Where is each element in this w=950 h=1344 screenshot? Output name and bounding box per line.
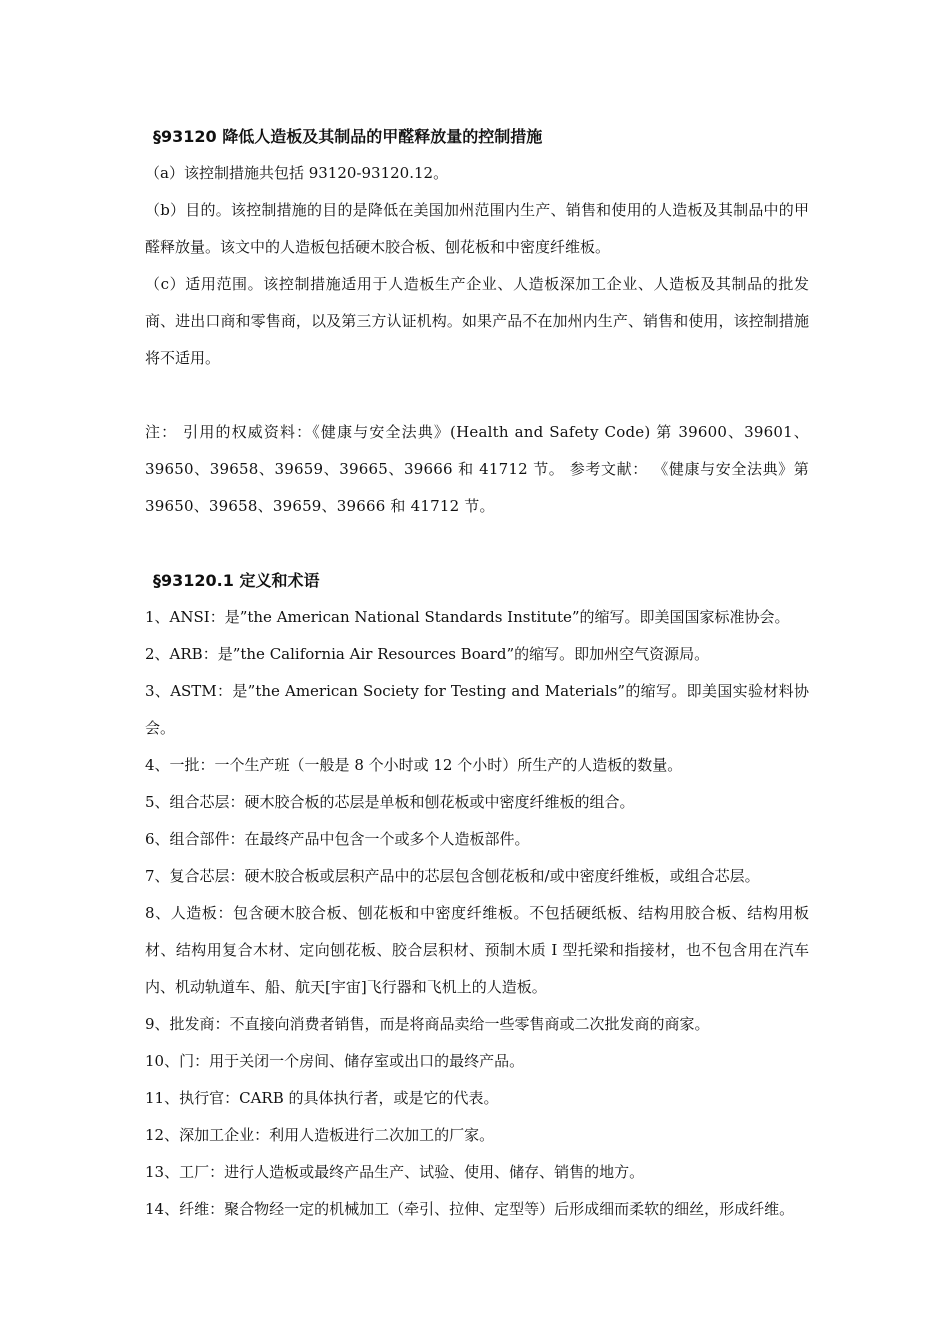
definition-item: 14、纤维：聚合物经一定的机械加工（牵引、拉伸、定型等）后形成细而柔软的细丝，形成纤维。 <box>145 1200 795 1218</box>
reference-note: 注： 引用的权威资料：《健康与安全法典》(Health and Safety Code) 第 39600、39601、39650、39658、39659、39665、39666 和 41712 节。 参考文献： 《健康与安全法典》第 39650、39658、39659、39666 和 41712 节。 <box>145 423 809 515</box>
definition-item: 7、复合芯层：硬木胶合板或层积产品中的芯层包含刨花板和/或中密度纤维板，或组合芯层。 <box>145 867 760 885</box>
paragraph-a: （a）该控制措施共包括 93120-93120.12。 <box>145 164 449 182</box>
definition-item: 12、深加工企业：利用人造板进行二次加工的厂家。 <box>145 1126 495 1144</box>
definition-item: 11、执行官：CARB 的具体执行者，或是它的代表。 <box>145 1089 499 1107</box>
spacer <box>145 377 809 414</box>
definition-item: 13、工厂：进行人造板或最终产品生产、试验、使用、储存、销售的地方。 <box>145 1163 645 1181</box>
definition-item: 4、一批：一个生产班（一般是 8 个小时或 12 个小时）所生产的人造板的数量。 <box>145 756 683 774</box>
definition-item: 10、门：用于关闭一个房间、储存室或出口的最终产品。 <box>145 1052 525 1070</box>
definition-item: 6、组合部件：在最终产品中包含一个或多个人造板部件。 <box>145 830 530 848</box>
paragraph-c: （c）适用范围。该控制措施适用于人造板生产企业、人造板深加工企业、人造板及其制品的批发商、进出口商和零售商，以及第三方认证机构。如果产品不在加州内生产、销售和使用，该控制措施将不适用。 <box>145 275 809 367</box>
definition-item: 1、ANSI：是”the American National Standards Institute”的缩写。即美国国家标准协会。 <box>145 608 790 626</box>
definition-item: 8、人造板：包含硬木胶合板、刨花板和中密度纤维板。不包括硬纸板、结构用胶合板、结构用板材、结构用复合木材、定向刨花板、胶合层积材、预制木质 I 型托梁和指接材，也不包含用在汽车内、机动轨道车、船、航天[宇宙]飞行器和飞机上的人造板。 <box>145 904 809 996</box>
definition-item: 3、ASTM：是”the American Society for Testing and Materials”的缩写。即美国实验材料协会。 <box>145 682 809 737</box>
definition-item: 5、组合芯层：硬木胶合板的芯层是单板和刨花板或中密度纤维板的组合。 <box>145 793 635 811</box>
spacer <box>145 525 809 562</box>
definition-item: 9、批发商：不直接向消费者销售，而是将商品卖给一些零售商或二次批发商的商家。 <box>145 1015 710 1033</box>
paragraph-b: （b）目的。该控制措施的目的是降低在美国加州范围内生产、销售和使用的人造板及其制品中的甲醛释放量。该文中的人造板包括硬木胶合板、刨花板和中密度纤维板。 <box>145 201 809 256</box>
document-body <box>145 118 809 1228</box>
definition-item: 2、ARB：是”the California Air Resources Board”的缩写。即加州空气资源局。 <box>145 645 710 663</box>
section-heading-93120: §93120 降低人造板及其制品的甲醛释放量的控制措施 <box>153 127 543 146</box>
section-heading-93120-1: §93120.1 定义和术语 <box>153 571 320 590</box>
